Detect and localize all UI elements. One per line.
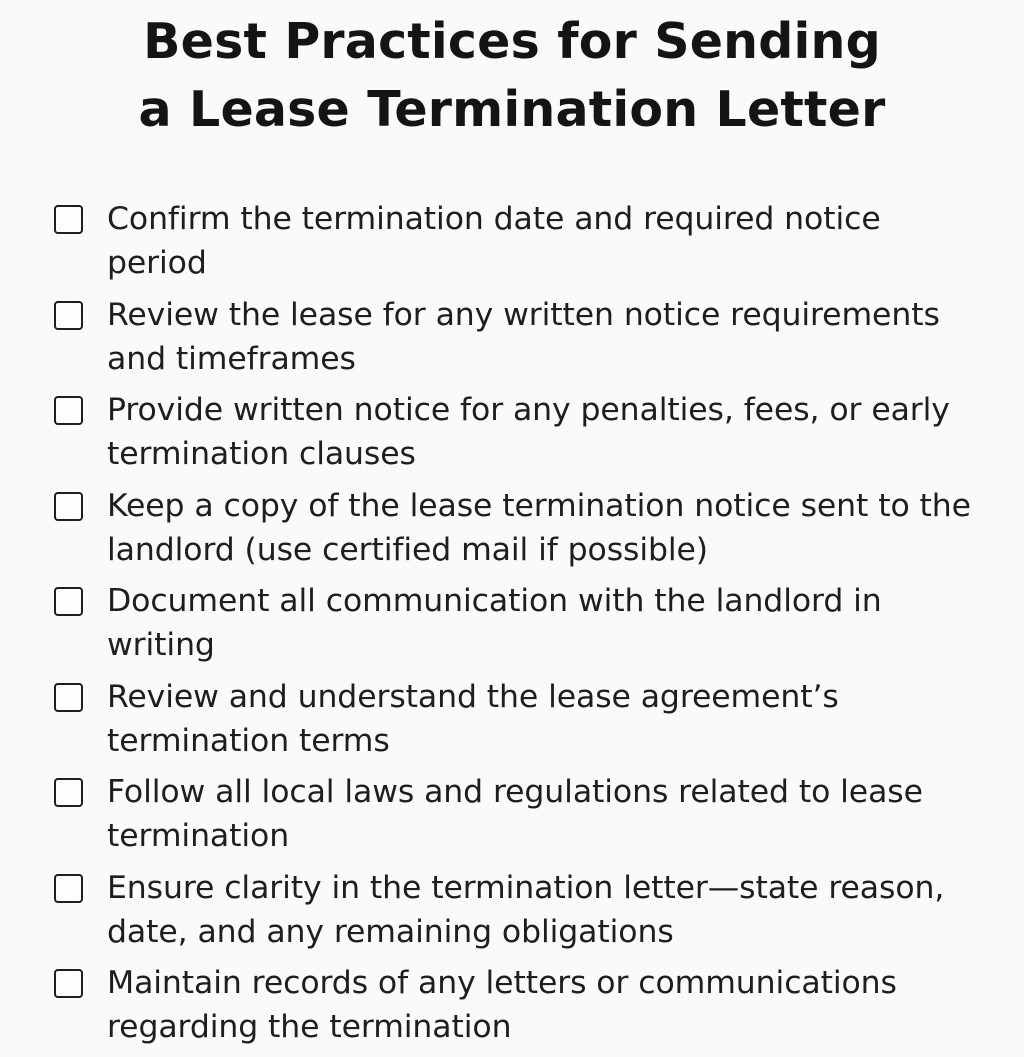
checklist-item[interactable] bbox=[54, 866, 984, 962]
checklist-item-label: Confirm the termination date and required notice period bbox=[107, 201, 881, 281]
checklist-item-label: Ensure clarity in the termination letter—state reason, date, and any remaining obligations bbox=[107, 869, 945, 950]
checklist-item[interactable] bbox=[54, 197, 984, 293]
checklist-item[interactable] bbox=[54, 579, 984, 675]
checklist-item-label: Keep a copy of the lease termination notice sent to the landlord (use certified mail if possible) bbox=[107, 487, 971, 568]
checkbox[interactable] bbox=[54, 492, 83, 521]
checklist-item[interactable] bbox=[54, 770, 984, 866]
checkbox[interactable] bbox=[54, 683, 83, 712]
checkbox[interactable] bbox=[54, 205, 83, 234]
checklist-item-label: Maintain records of any letters or communications regarding the termination bbox=[107, 965, 897, 1045]
title-line-2: a Lease Termination Letter bbox=[138, 81, 886, 138]
checklist-item[interactable] bbox=[54, 961, 984, 1057]
checkbox[interactable] bbox=[54, 969, 83, 998]
checklist-item-label: Document all communication with the landlord in writing bbox=[107, 583, 882, 663]
checkbox[interactable] bbox=[54, 301, 83, 330]
checklist-item-label: Review the lease for any written notice requirements and timeframes bbox=[107, 296, 940, 377]
page-title bbox=[0, 8, 1024, 144]
checklist-item[interactable] bbox=[54, 388, 984, 484]
checkbox[interactable] bbox=[54, 396, 83, 425]
checkbox[interactable] bbox=[54, 874, 83, 903]
checklist-item[interactable] bbox=[54, 675, 984, 771]
title-line-1: Best Practices for Sending bbox=[143, 13, 881, 70]
checkbox[interactable] bbox=[54, 778, 83, 807]
checklist-item-label: Provide written notice for any penalties, fees, or early termination clauses bbox=[107, 392, 950, 472]
checkbox[interactable] bbox=[54, 587, 83, 616]
checklist-item[interactable] bbox=[54, 484, 984, 580]
checklist bbox=[54, 197, 984, 1057]
checklist-item-label: Follow all local laws and regulations related to lease termination bbox=[107, 774, 923, 854]
checklist-item[interactable] bbox=[54, 293, 984, 389]
checklist-item-label: Review and understand the lease agreement’s termination terms bbox=[107, 678, 839, 759]
